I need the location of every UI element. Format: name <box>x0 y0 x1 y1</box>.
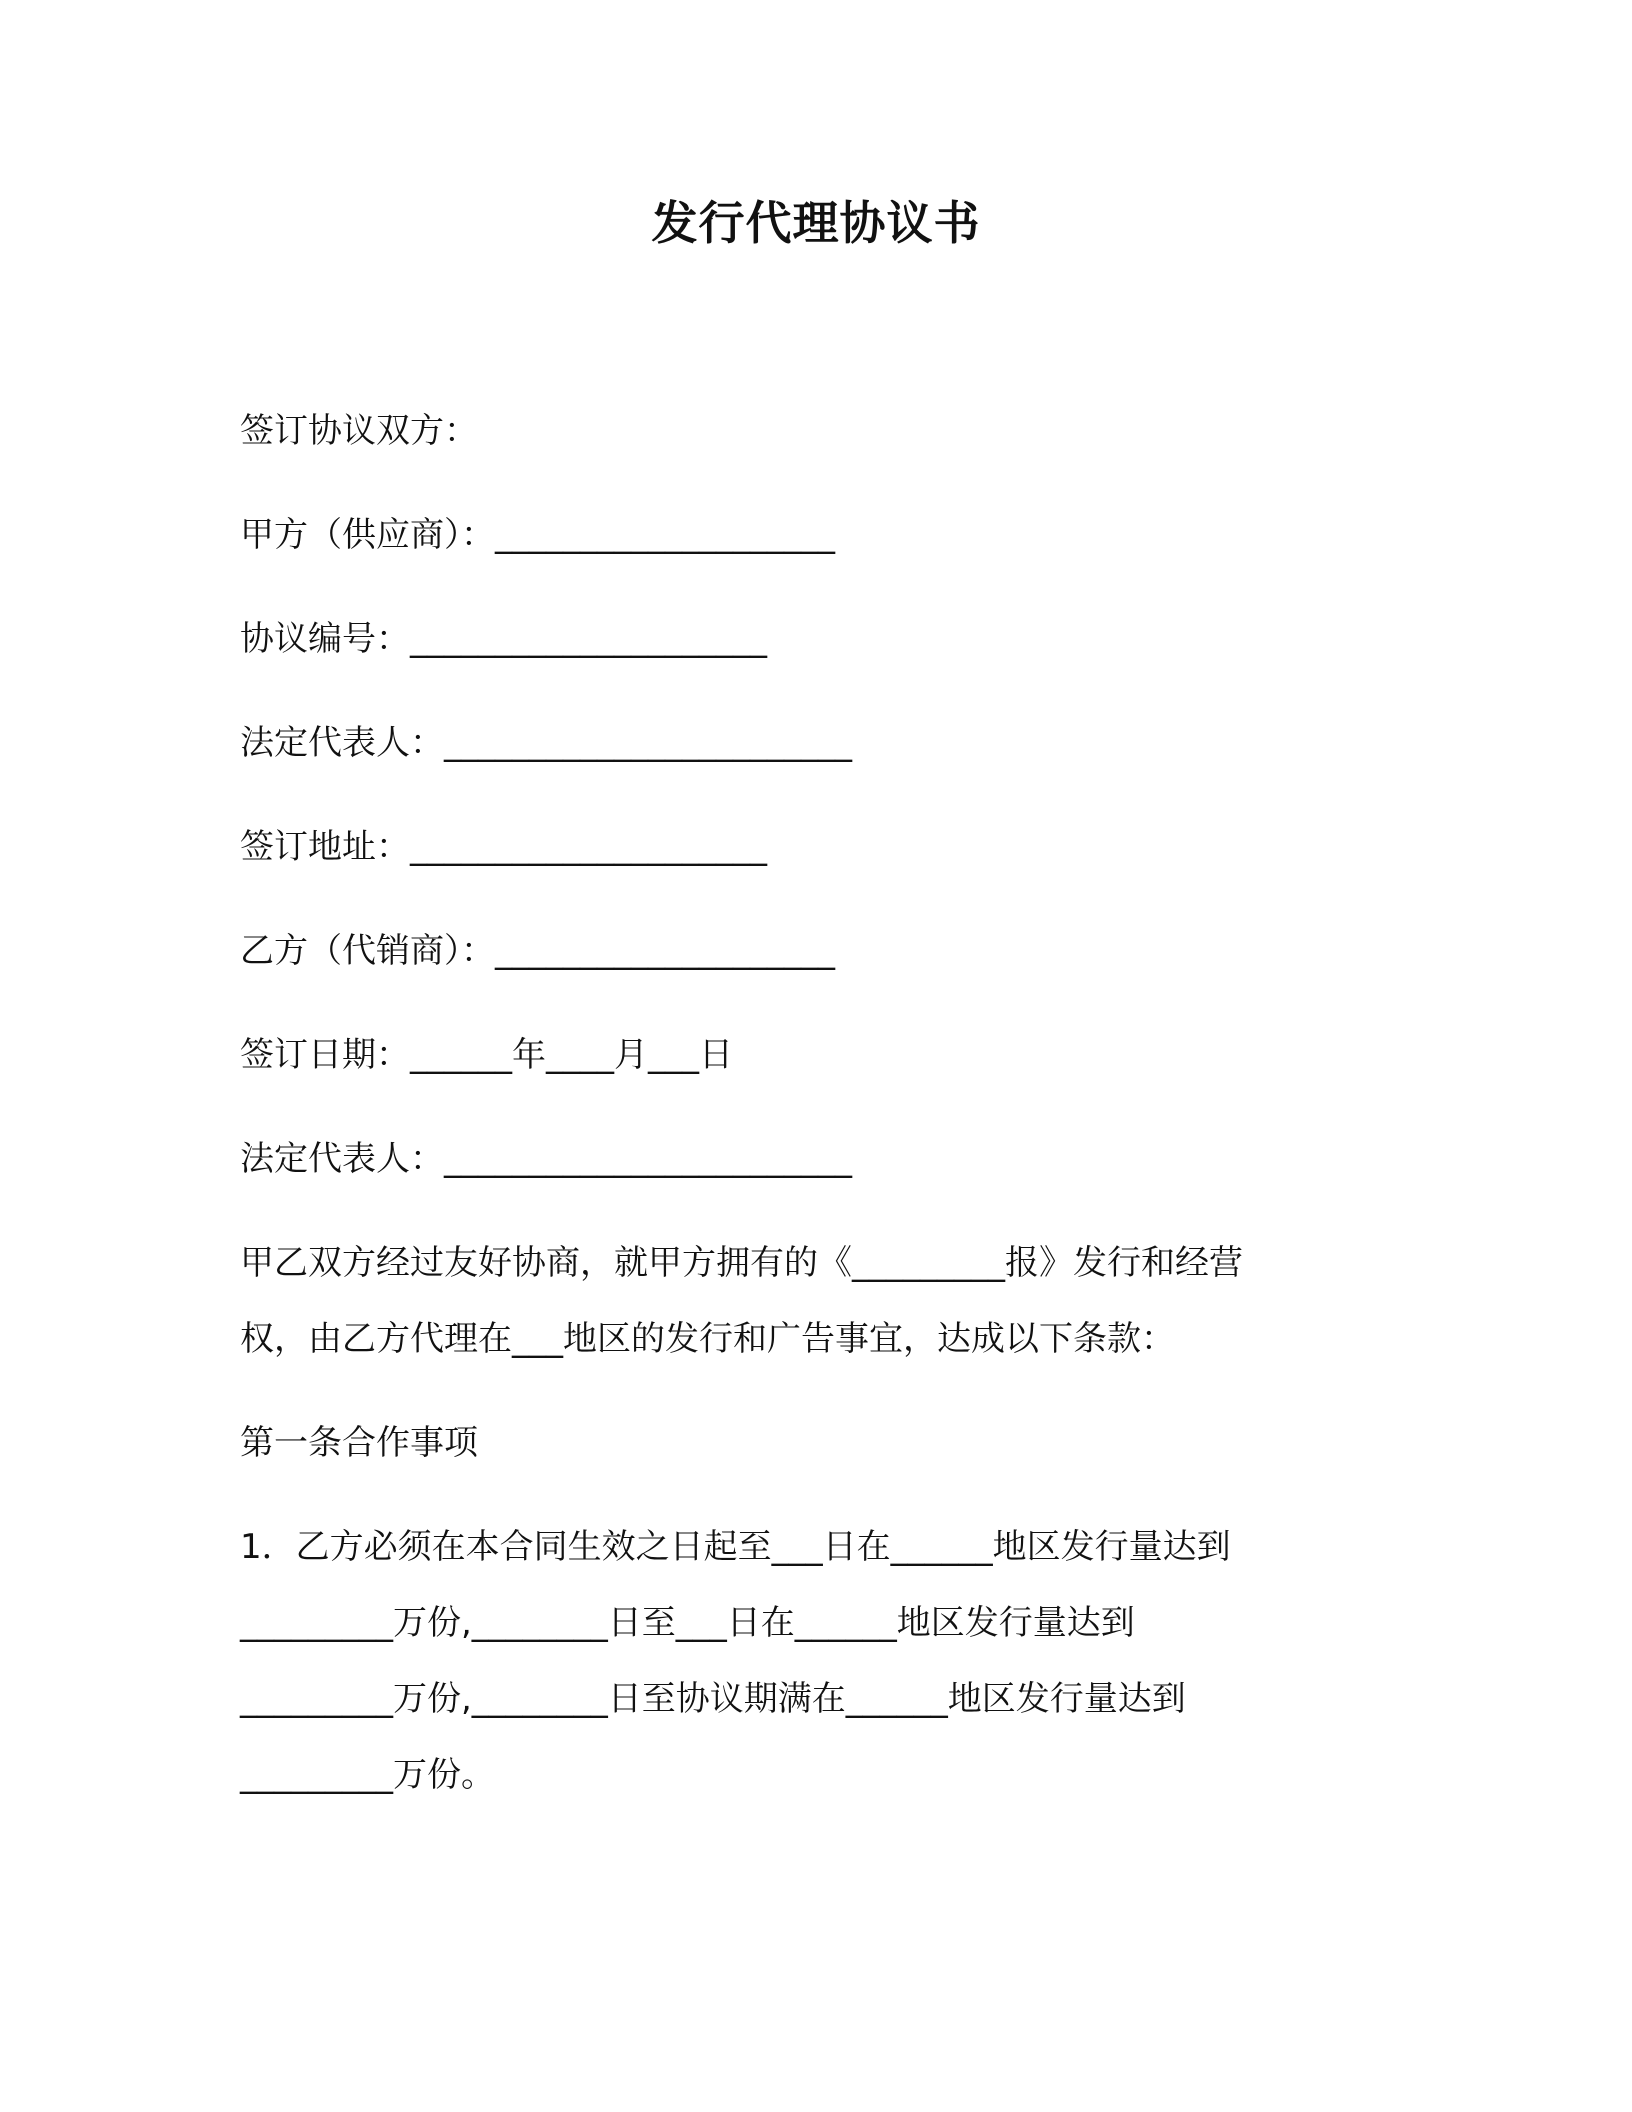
preamble-line: 甲乙双方经过友好协商，就甲方拥有的《_________报》发行和经营 <box>240 1243 1243 1283</box>
legal-representative-line: 法定代表人：________________________ <box>240 723 852 763</box>
signing-date-line: 签订日期：______年____月___日 <box>240 1035 733 1075</box>
document-title: 发行代理协议书 <box>651 196 981 250</box>
signing-address-line: 签订地址：_____________________ <box>240 827 767 867</box>
legal-representative-line: 法定代表人：________________________ <box>240 1139 852 1179</box>
agreement-number-line: 协议编号：_____________________ <box>240 619 767 659</box>
clause-line: _________万份,________日至___日在______地区发行量达到 <box>240 1603 1135 1643</box>
clause-line: _________万份,________日至协议期满在______地区发行量达到 <box>240 1679 1186 1719</box>
parties-heading: 签订协议双方： <box>240 411 478 451</box>
party-a-supplier-line: 甲方（供应商）：____________________ <box>240 515 835 555</box>
party-b-distributor-line: 乙方（代销商）：____________________ <box>240 931 835 971</box>
preamble-line: 权，由乙方代理在___地区的发行和广告事宜，达成以下条款： <box>240 1319 1175 1359</box>
clause-line: 1．乙方必须在本合同生效之日起至___日在______地区发行量达到 <box>240 1527 1231 1567</box>
clause-line: _________万份。 <box>240 1755 495 1795</box>
article-heading: 第一条合作事项 <box>240 1423 478 1463</box>
